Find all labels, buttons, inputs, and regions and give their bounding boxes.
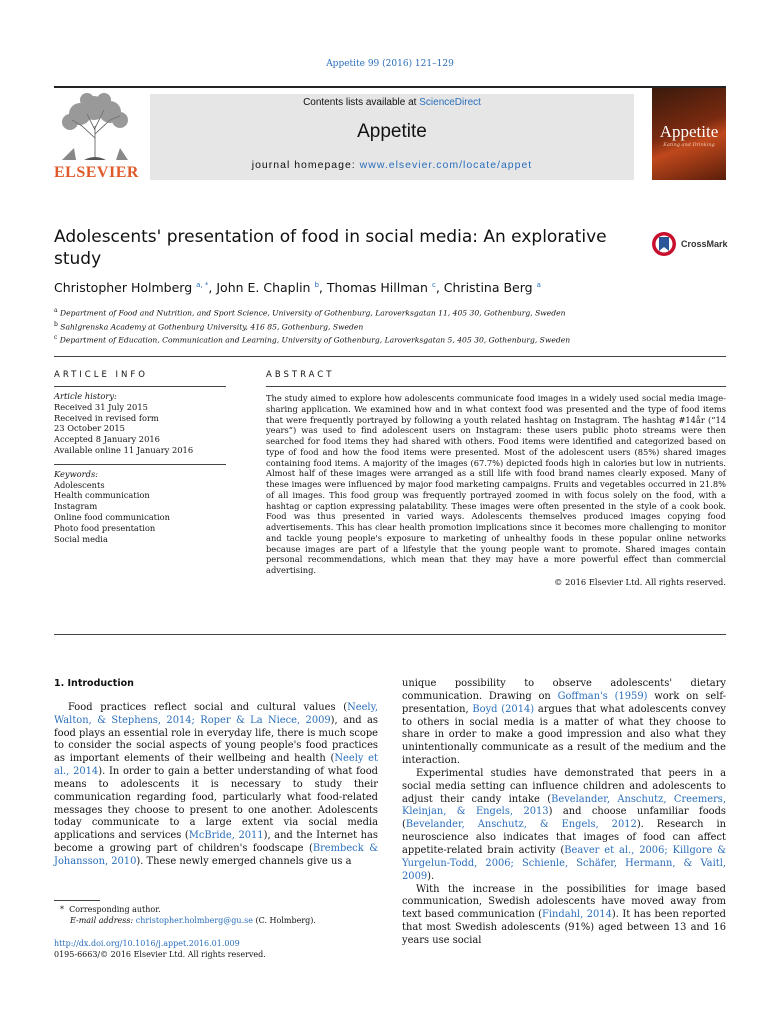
affiliation-item (54, 305, 734, 319)
info-divider (54, 386, 226, 387)
history-label: Article history: (54, 391, 117, 401)
paragraph-text: unique possibility to observe adolescents' dietary communication. Drawing on (402, 678, 726, 702)
author-name: Christina Berg (443, 280, 533, 295)
footnote-divider (54, 900, 100, 901)
affiliation-item (54, 319, 734, 333)
abstract-panel (266, 386, 726, 588)
contents-line (150, 97, 634, 108)
paragraph-text: argues that what adolescents convey to others in social media is a matter of what they choose to share in order to make a good impression and also what they unintentionally communicate as a result of the medium and the interaction. (402, 703, 726, 767)
affiliation-text: Sahlgrenska Academy at Gothenburg University, 416 85, Gothenburg, Sweden (60, 322, 364, 332)
author-name: Christopher Holmberg (54, 280, 193, 295)
body-paragraph (54, 702, 378, 869)
paragraph-text: ), and the Internet has become a growing part of children's foodscape ( (54, 830, 378, 855)
keyword-item: Adolescents (54, 479, 105, 490)
elsevier-tree-icon (54, 90, 136, 162)
citation-link[interactable]: Neely et al., 2014 (54, 753, 378, 778)
affiliation-text: Department of Education, Communication and Learning, University of Gothenburg, Laroverksgatan 5, 405 30, Gothenburg, Sweden (59, 335, 571, 345)
keyword-item: Photo food presentation (54, 522, 156, 533)
author-name: John E. Chaplin (216, 280, 311, 295)
cover-title: Appetite (659, 122, 719, 141)
corresponding-text: Corresponding author. (69, 905, 161, 914)
paragraph-text: Food practices reflect social and cultural values ( (68, 701, 348, 713)
body-column-left (54, 678, 378, 869)
journal-info-box (150, 94, 634, 180)
paragraph-text: ). In order to gain a better understanding of what food means to adolescents it is necessary to study their communication regarding food, particularly what food-related messages they choose to present to one another. Adolescents today communicate to a large extent via social media applications and services ( (54, 766, 378, 842)
email-label: E-mail address: (70, 916, 134, 925)
citation-link[interactable]: Goffman's (1959) (557, 690, 648, 702)
email-link[interactable]: christopher.holmberg@gu.se (135, 916, 253, 925)
cover-subtitle: Eating and Drinking (663, 142, 715, 148)
section-divider (54, 356, 726, 357)
paragraph-text: Experimental studies have demonstrated that peers in a social media setting can influence children and adolescents to adjust their candy intake ( (402, 767, 726, 805)
author-affiliation-marker[interactable]: c (431, 280, 436, 289)
paragraph-text: ). (427, 870, 435, 882)
info-divider (54, 464, 226, 465)
paragraph-text: ). These newly emerged channels give us a (136, 855, 352, 867)
elsevier-logo[interactable] (54, 90, 139, 181)
author-affiliation-marker[interactable]: a, * (196, 280, 209, 289)
paragraph-text: work on self-presentation, (402, 690, 726, 715)
section-divider (54, 634, 726, 635)
crossmark-label: CrossMark (681, 239, 728, 249)
journal-citation[interactable]: Appetite 99 (2016) 121–129 (326, 59, 454, 69)
corresponding-footnote (60, 904, 316, 915)
affiliation-marker: a (54, 307, 58, 314)
author-name: Thomas Hillman (326, 280, 428, 295)
footnotes (60, 904, 316, 926)
doi-block (54, 938, 266, 960)
body-paragraph (402, 768, 726, 884)
article-info-panel (54, 386, 226, 544)
journal-cover-thumbnail[interactable] (652, 88, 726, 180)
homepage-link[interactable]: www.elsevier.com/locate/appet (359, 159, 533, 171)
keyword-item: Online food communication (54, 511, 170, 522)
affiliations (54, 305, 734, 346)
contents-prefix: Contents lists available at (303, 97, 420, 108)
keyword-item: Health communication (54, 490, 150, 501)
author-list: Christopher Holmberg $^{a, *}$, John E. Chaplin $^b$, Thomas Hillman $^c$, Christina Berg $^a$ (54, 280, 541, 295)
journal-title: Appetite (357, 121, 427, 142)
body-paragraph (402, 678, 726, 768)
citation-link[interactable]: Findahl, 2014 (542, 909, 612, 921)
history-item: Received in revised form (54, 412, 159, 423)
author-affiliation-marker[interactable]: a (536, 280, 541, 289)
citation-link[interactable]: Boyd (2014) (472, 703, 535, 715)
doi-link[interactable]: http://dx.doi.org/10.1016/j.appet.2016.01.009 (54, 939, 240, 948)
affiliation-marker: b (54, 320, 58, 328)
citation-link[interactable]: McBride, 2011 (188, 830, 264, 842)
abstract-copyright: © 2016 Elsevier Ltd. All rights reserved. (554, 576, 726, 587)
sciencedirect-link[interactable]: ScienceDirect (419, 97, 481, 108)
paragraph-text: ). Research in neuroscience also indicates that images of food can affect appetite-related brain activity ( (402, 819, 726, 856)
paragraph-text: ). It has been reported that most Swedish adolescents (91%) aged between 13 and 16 years use social (402, 909, 726, 946)
keyword-item: Social media (54, 533, 108, 544)
article-info-heading: ARTICLE INFO (54, 370, 148, 380)
crossmark-icon (651, 231, 677, 257)
affiliation-marker: c (54, 334, 58, 342)
history-item: 23 October 2015 (54, 423, 125, 434)
history-item: Available online 11 January 2016 (54, 444, 194, 455)
body-paragraph (402, 884, 726, 948)
footnote-marker: * (60, 905, 64, 914)
history-item: Received 31 July 2015 (54, 401, 148, 412)
citation-link[interactable]: Bevelander, Anschutz, Creemers, Kleinjan, & Engels, 2013 (402, 793, 726, 818)
email-suffix: (C. Holmberg). (252, 916, 316, 925)
affiliation-text: Department of Food and Nutrition, and Sport Science, University of Gothenburg, Laroverksgatan 11, 405 30, Gothenburg, Sweden (60, 308, 566, 318)
history-item: Accepted 8 January 2016 (54, 434, 160, 445)
abstract-text: The study aimed to explore how adolescents communicate food images in a widely used social media image-sharing application. We examined how and in what context food was presented and the type of food items that were frequently portrayed by following a youth related hashtag on Instagram. The hashtag #14år (“14 years”) was used to find adolescent users on Instagram: these users public photo streams were then searched for food items they had shared with others. Food items were identified and categorized based on type of food and how the food items were presented. Most of the adolescent users (85%) shared images containing food items. A majority of the images (67.7%) depicted foods high in calories but low in nutrients. Almost half of these images were arranged as a still life with food brand names clearly exposed. Many of these images were influenced by major food marketing campaigns. Fruits and vegetables occurred in 21.8% of all images. This food group was frequently portrayed zoomed in with focus solely on the food, with a hashtag or caption expressing palatability. These images were often presented in the style of a cook book. Food was thus presented in varied ways. Adolescents themselves produced images copying food advertisements. This has clear health promotion implications since it becomes more challenging to monitor and tackle young people's exposure to marketing of unhealthy foods in these popular online networks because images are part of a lifestyle that the young people want to promote. Shared images contain personal recommendations, which mean that they may have a more powerful effect than commercial advertising. (266, 393, 726, 575)
elsevier-wordmark: ELSEVIER (54, 164, 139, 181)
homepage-line (150, 159, 634, 171)
introduction-heading: 1. Introduction (54, 678, 134, 689)
paragraph-text: With the increase in the possibilities for image based communication, Swedish adolescents have moved away from text based communication ( (402, 883, 726, 921)
affiliation-item (54, 332, 734, 346)
citation-link[interactable]: Bevelander, Anschutz, & Engels, 2012 (405, 819, 637, 831)
issn-copyright: 0195-6663/© 2016 Elsevier Ltd. All rights reserved. (54, 950, 266, 959)
keywords-label: Keywords: (54, 468, 99, 479)
crossmark-badge[interactable] (651, 229, 731, 259)
journal-masthead (54, 86, 726, 180)
homepage-prefix: journal homepage: (251, 159, 360, 171)
abstract-heading: ABSTRACT (266, 370, 335, 380)
email-footnote (60, 915, 316, 926)
citation-link[interactable]: Brembeck & Johansson, 2010 (54, 843, 378, 867)
paragraph-text: ), and as food plays an essential role in everyday life, there is much scope to consider the social aspects of young people's food practices as important elements of their wellbeing and health ( (54, 714, 378, 765)
keyword-item: Instagram (54, 501, 98, 512)
article-title: Adolescents' presentation of food in social media: An explorative study (54, 227, 607, 269)
citation-link[interactable]: Neely, Walton, & Stephens, 2014; Roper & La Niece, 2009 (54, 701, 378, 726)
citation-link[interactable]: Beaver et al., 2006; Killgore & Yurgelun-Todd, 2006; Schienle, Schäfer, Hermann, & Vaitl, 2009 (402, 844, 726, 882)
paragraph-text: ) and choose unfamiliar foods ( (402, 806, 726, 831)
author-affiliation-marker[interactable]: b (314, 280, 319, 289)
body-column-right (402, 678, 726, 948)
